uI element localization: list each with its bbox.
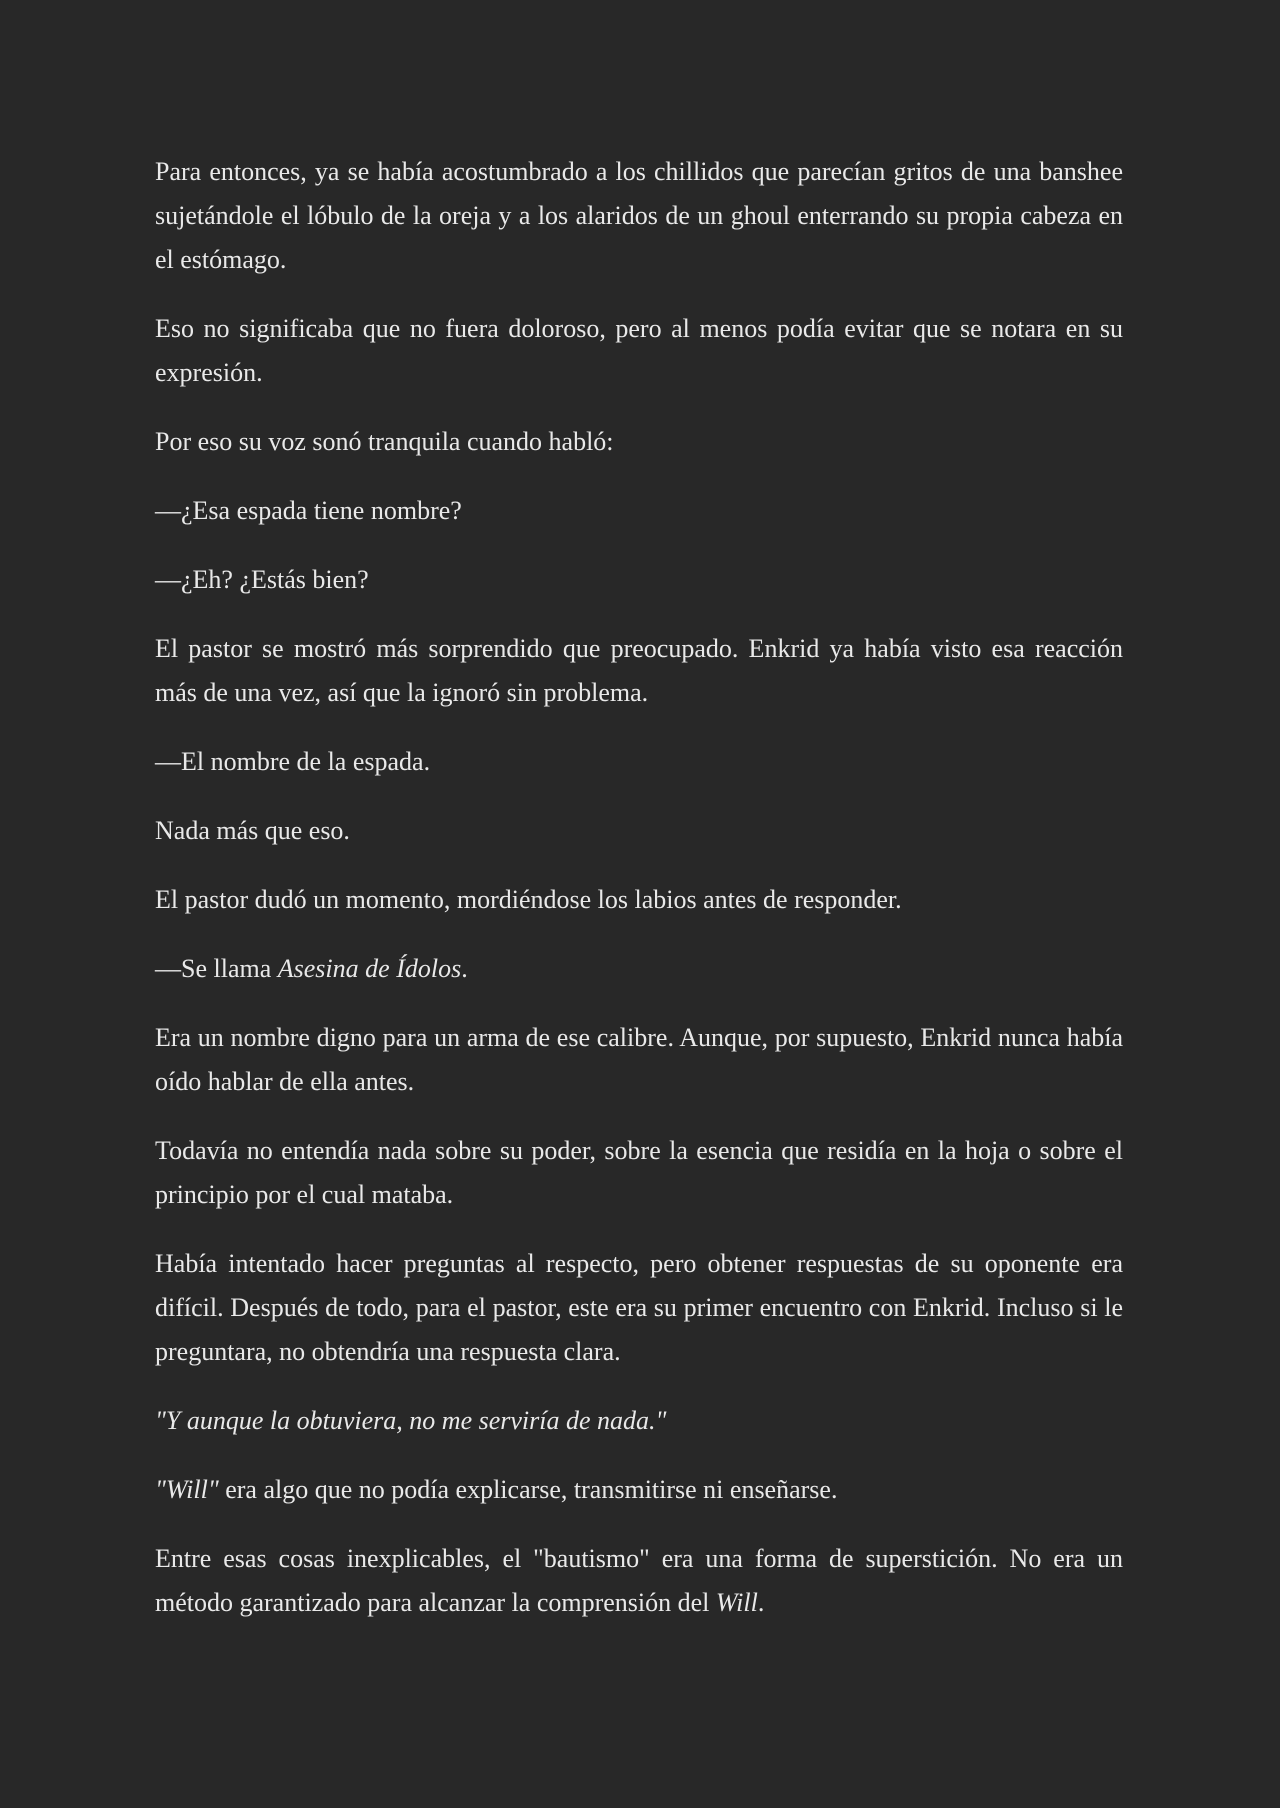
paragraph: Nada más que eso. [155, 816, 350, 845]
dialogue-line: —¿Eh? ¿Estás bien? [155, 565, 369, 594]
paragraph: Para entonces, ya se había acostumbrado a los chillidos que parecían gritos de una banshee sujetándole el lóbulo de la oreja y a los alaridos de un ghoul enterrando su propia cabeza en el estómago. [155, 157, 1123, 274]
text-span: . [461, 954, 468, 983]
text-span: era algo que no podía explicarse, transmitirse ni enseñarse. [218, 1475, 838, 1504]
dialogue-line: —¿Esa espada tiene nombre? [155, 496, 462, 525]
paragraph: Era un nombre digno para un arma de ese calibre. Aunque, por supuesto, Enkrid nunca había oído hablar de ella antes. [155, 1023, 1123, 1096]
text-span: —Se llama [155, 954, 278, 983]
dialogue-line: —El nombre de la espada. [155, 747, 431, 776]
sword-name: Asesina de Ídolos [277, 954, 462, 983]
chapter-text [155, 150, 1123, 1650]
paragraph: Había intentado hacer preguntas al respecto, pero obtener respuestas de su oponente era difícil. Después de todo, para el pastor, este era su primer encuentro con Enkrid. Incluso si le preguntara, no obtendría una respuesta clara. [155, 1249, 1123, 1366]
paragraph: Por eso su voz sonó tranquila cuando habló: [155, 427, 614, 456]
paragraph: Eso no significaba que no fuera doloroso, pero al menos podía evitar que se notara en su expresión. [155, 314, 1123, 387]
paragraph [155, 1537, 1123, 1625]
italic-term: "Will" [155, 1475, 219, 1504]
paragraph: El pastor dudó un momento, mordiéndose los labios antes de responder. [155, 885, 902, 914]
thought-text: "Y aunque la obtuviera, no me serviría de nada." [155, 1406, 667, 1435]
dialogue-line [155, 947, 1123, 991]
text-span: Entre esas cosas inexplicables, el "bautismo" era una forma de superstición. No era un método garantizado para alcanzar la comprensión del [155, 1544, 1123, 1617]
text-span: . [757, 1588, 765, 1617]
paragraph [155, 1468, 1123, 1512]
italic-term: Will [715, 1588, 758, 1617]
paragraph: El pastor se mostró más sorprendido que preocupado. Enkrid ya había visto esa reacción más de una vez, así que la ignoró sin problema. [155, 634, 1123, 707]
inner-thought [155, 1399, 1123, 1443]
paragraph: Todavía no entendía nada sobre su poder, sobre la esencia que residía en la hoja o sobre el principio por el cual mataba. [155, 1136, 1123, 1209]
